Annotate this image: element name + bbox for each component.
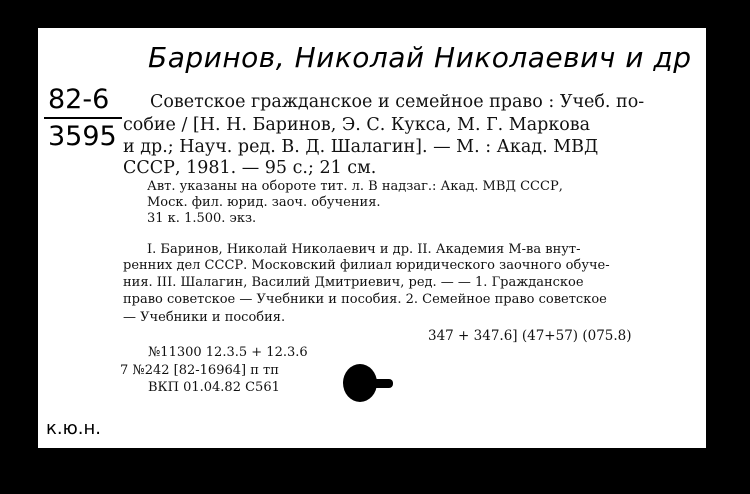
tracings-line-4: право советское — Учебники и пособия. 2. Семейное право советское xyxy=(123,292,607,307)
tracings-line-5: — Учебники и пособия. xyxy=(123,310,286,325)
entry-line-3: и др.; Науч. ред. В. Д. Шалагин]. — М. : Акад. МВД xyxy=(123,137,599,157)
scan-border-left xyxy=(0,0,38,494)
card-punch-hole-tail xyxy=(371,379,393,388)
scan-border-bottom xyxy=(38,448,706,494)
entry-line-4: СССР, 1981. — 95 с.; 21 см. xyxy=(123,158,377,178)
notes-line-3: 31 к. 1.500. экз. xyxy=(147,211,257,226)
numbers-line-3: ВКП 01.04.82 С561 xyxy=(148,380,280,395)
handwritten-note: к.ю.н. xyxy=(46,418,101,439)
tracings-line-2: ренних дел СССР. Московский филиал юридического заочного обуче- xyxy=(123,258,610,273)
tracings-line-3: ния. III. Шалагин, Василий Дмитриевич, ред. — — 1. Гражданское xyxy=(123,275,584,290)
author-heading: Баринов, Николай Николаевич и др xyxy=(148,41,692,74)
classification-code: 347 + 347.6] (47+57) (075.8) xyxy=(428,328,632,344)
numbers-line-2: 7 №242 [82-16964] п тп xyxy=(120,363,279,378)
notes-line-1: Авт. указаны на обороте тит. л. В надзаг.: Акад. МВД СССР, xyxy=(147,179,563,194)
tracings-line-1: I. Баринов, Николай Николаевич и др. II. Академия М-ва внут- xyxy=(147,242,581,257)
entry-line-2: собие / [Н. Н. Баринов, Э. С. Кукса, М. Г. Маркова xyxy=(123,115,591,135)
entry-line-1: Советское гражданское и семейное право : Учеб. по- xyxy=(150,92,645,112)
notes-line-2: Моск. фил. юрид. заоч. обучения. xyxy=(147,195,381,210)
numbers-line-1: №11300 12.3.5 + 12.3.6 xyxy=(148,345,308,360)
call-number-bottom: 3595 xyxy=(48,121,117,152)
call-number-top: 82-6 xyxy=(48,84,110,115)
call-number-divider xyxy=(44,117,122,119)
